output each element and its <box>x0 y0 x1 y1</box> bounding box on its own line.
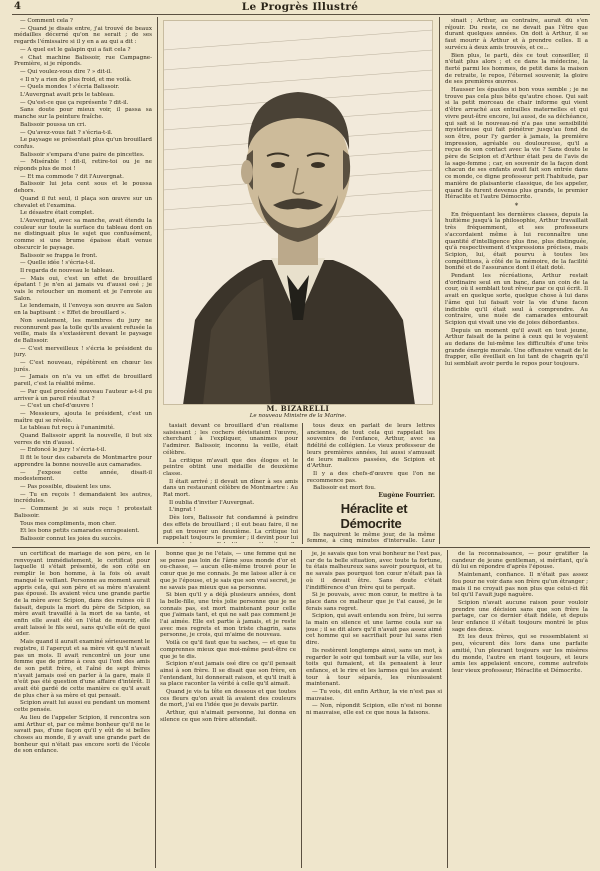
paragraph: — Qu'est-ce que ça représente ? dit-il. <box>20 99 129 106</box>
paragraph: — A quel est le galapin qui a fait cela ? <box>20 46 131 53</box>
paragraph: L'ingrat ! <box>169 507 196 514</box>
paragraph: Maintenant, confiance. Il n'était pas assez fou pour ne voir dans son frère qu'un étranger ; mais il ne croyait pas non plus que celui-ci fût tel qu'il l'avait jugé naguère. <box>452 572 588 599</box>
paragraph: — Jamais on n'a vu un effet de brouillard pareil, c'est la réalité même. <box>14 374 152 388</box>
paragraph: — C'est nouveau, répétèrent en chœur les jurés. <box>14 360 152 373</box>
paragraph: Balissoir est mort fou. <box>313 485 376 492</box>
paragraph: Dès lors, Balissoir fut condamné à peindre des effets de brouillard ; il eut beau faire, il ne put en trouver un deuxième. La critique lui rappelait toujours le premier ; il devint pour lui <box>163 515 298 542</box>
feuilleton-rule-3 <box>447 550 448 868</box>
paragraph: tasiait devant ce brouillard d'un réalisme saisissant ; les cochers dévisitaient l'œuvre, cherchant à l'expliquer, unanimes pour l'admirer. Balissoir, inconnu la veille, était célèbre. <box>163 423 298 456</box>
paragraph: Voilà ce qu'il faut que tu saches, — et que tu comprennes mieux que moi-même peut-être ce que je te dis. <box>160 640 296 660</box>
paragraph: Si je pouvais, avec mon cœur, te mettre à ta place dans ce malheur que je t'ai causé, je le ferais sans regret. <box>306 592 442 612</box>
paragraph: tous deux en parlait de leurs lettres anciennes, de tout cela qui rappelait les souvenirs de l'enfance, Arthur, avec sa fidélité de collégien. Le vieux professeur de leurs premières années, lui aussi s'amusait de leurs malices passées, de Scipion et d'Arthur. <box>307 423 435 470</box>
column-rule-1 <box>157 17 158 544</box>
paragraph: — Quand je disais entre, j'ai trouvé de beaux médailles décerné qu'on ne serait ; de ses regards l'émissaire si il y en a au qui a dit : <box>14 25 152 46</box>
paragraph: Scipion, qui avait entendu son frère, lui serra la main en silence et une larme coula sur sa joue ; il se dit alors qu'il n'avait pas assez aimé cet homme qui se sacrifiait pour lui sans rien dire. <box>306 613 442 647</box>
section-rule <box>12 547 590 548</box>
column-4 <box>445 18 588 543</box>
paragraph: de la reconnaissance, — pour gratifier la candeur de jeune gentleman, si méritant, qu'à dû lui en répondre d'après l'épouse. <box>452 551 588 571</box>
paragraph: sinait ; Arthur, au contraire, aurait dû s'en réjouir. Du reste, ce ne devait pas l'être que durant quelques années. On doit à Arthur, il se faut mourir à Arthur et à prendre celles. Il a survécu à deux amis trouvés, et ce... <box>445 18 588 51</box>
portrait-figure <box>163 20 433 405</box>
paragraph: Balissoir lui jeta cent sous et le poussa dehors. <box>14 181 152 195</box>
feuilleton-column-4 <box>452 551 588 867</box>
article-signature: Eugène Fourrier. <box>378 492 435 500</box>
paragraph: L'Auvergnat, avec sa manche, avait étendu la couleur sur toute la surface du tableau dont on ne distinguait plus le sujet que confusément, comme si une brume épaisse était venue obscurcir le paysage. <box>14 217 152 251</box>
portrait-engraving <box>163 20 433 405</box>
paragraph: — Comment cela ? <box>20 18 73 24</box>
paragraph: Pendant les récréations, Arthur restait d'ordinaire seul en un banc, dans un coin de la cour, où il semblait tout rêveur par ce qui écrit. Il avait en quelque sorte, quelque chose à lui dans l'âme qui lui faisait voir la vie d'une facon indicible qu'il était seul à comprendre. Au contraire, une nuée de camarades entourait Scipion qui vivait une vie de joies débordantes. <box>445 273 588 326</box>
paragraph: Le tableau fut reçu à l'unanimité. <box>20 425 115 432</box>
paragraph: je, je savais que ton vrai bonheur ne l'est pas, car de ta belle situation, avec toute ta fortune, tu étais malheureux sans savoir pourquoi, et tu ne savais pas pourquoi ton cœur n'était pas là où il devait être. Sans doute c'était l'indifférence d'un frère qui te perçait. <box>306 551 442 591</box>
feuilleton-column-1 <box>14 551 150 867</box>
paragraph: Il y a des chefs-d'œuvre que l'on ne recommence pas. <box>307 470 435 484</box>
paragraph: Il était arrivé ; il devait un dîner à ses amis dans un restaurant célèbre de Montmartre : Au Rat mort. <box>163 478 298 499</box>
paragraph: Le lendemain, il l'envoya son œuvre au Salon en la baptisant : « Effet de brouillard ». <box>14 303 152 317</box>
paragraph: — J'expose cette année, disait-il modestement. <box>14 469 152 483</box>
paragraph: Ils restèrent longtemps ainsi, sans un mot, à regarder le soir qui tombait sur la ville, sur les toits qui fumaient, et ils pensaient à leur enfance, et le rire et les larmes qui les avaient tour à tour séparés, les réunissaient maintenant. <box>306 647 442 688</box>
paragraph: bonne que je ne l'étais, — une femme qui ne se pense pas loin de l'âme sous monde d'or et ou-chasse, — aucun elle-même trouvé pour le cœur que je me connais. Je me laisse aller à ce que je l'épouse, et je sais que son vrai secret, je ne savais pas mieux que sa personne. <box>160 551 296 591</box>
paragraph: — Pas possible, disaient les uns. <box>20 484 112 490</box>
paragraph: Arthur, qui n'aimait personne, lui donna en silence ce que son frère attendait. <box>160 710 296 723</box>
paragraph: un certificat de mariage de son père, en le renvoyant immédiatement, le certificat pour laquelle il s'était présenté, de son côté en remplir le bon homme, à la fois où avait manqué le veillant. Personne au moment aurait appris cela, qui son père et sa mère n'avaient pas épousé. Ils avaient vécu une grande partie de la mère avec Scipion, dans des ruines où il faisait, depuis la mort du père de Scipion, sa mère avait travaillé à la mort de sa tante, et enfin elle avait été en l'état de mourir, elle avait laissé le fils seul, sans qu'elle eût de quoi aider. <box>14 551 150 638</box>
paragraph: — Et ma commode ? dit l'Auvergnat. <box>20 173 124 180</box>
feuilleton-column-2 <box>160 551 296 867</box>
article-title: Héraclite et Démocrite <box>340 500 408 531</box>
paragraph: Ils naquirent le même jour, de la même femme, à cinq minutes d'intervalle. Leur <box>307 531 435 543</box>
feuilleton-rule-2 <box>301 550 302 868</box>
paragraph: Scipion n'eut jamais osé dire ce qu'il pensait ainsi à son frère. Il se disait que son frère, en l'entendant, lui donnerait raison, et qu'il irait à sa place raconter la vérité à celle qu'il aimait. <box>160 661 296 688</box>
header-rule <box>12 14 590 15</box>
page-header <box>0 0 600 14</box>
paragraph: * <box>514 201 519 210</box>
paragraph: Hausser les épaules si bon vous semble ; je ne trouve pas cela plus bête qu'autre chose. Qui sait si la petit morceau de chair informe qui vient d'être arraché aux entrailles maternelles et qui vivre peut-être encore, lui aussi, de sa déchéance, qui sait si le nouveau-né n'a pas une sensibilité mystérieuse qui fait pénétrer jusqu'au fond de son être, pour l'y garder à jamais, la première impression, agréable ou douloureuse, qu'il a reçue de son contact avec la vie ? Sans doute le père de Scipion et d'Arthur était peu de l'avis de la sage-femme ; car, en souvenir de la façon dont chacun de ses enfants avait fait son entrée dans ce monde, ce digne professeur prit l'habitude, par manière de plaisanterie classique, de les appeler, quand ils furent devenus plus grands, le premier Héraclite et l'autre Démocrite. <box>445 87 588 201</box>
paragraph: — Qui voulez-vous dire ? » dit-il. <box>20 68 112 75</box>
paragraph: Non seulement, les membres du jury ne reconnurent pas la toile qu'ils avaient refusée la veille, mais ils s'extasièrent devant le paysage de Balissoir. <box>14 317 152 344</box>
paragraph: « Il n'y a rien de plus froid, et me voilà. <box>20 76 132 83</box>
paragraph: Tous mes compliments, mon cher. <box>20 520 116 527</box>
paragraph: L'Auvergnat avait pris le tableau. <box>20 92 115 99</box>
paragraph: — Non, répondit Scipion, elle n'est ni bonne ni mauvaise, elle est ce que nous la faisons. <box>306 703 442 717</box>
paragraph: Au lieu de l'appeler Scipion, il rencontra son ami Arthur et, par ce même bonheur qu'il ne le savait pas, d'une façon qu'il y eût de si belles choses au monde, il y avait une grande part de bonheur qui n'était pas encore sorti de l'école de son enfance. <box>14 714 150 755</box>
paragraph: « Chat machine Balissoir, rue Campagne-Première, si je réponds. <box>14 54 152 68</box>
portrait-caption-subtitle: Le nouveau Ministre de la Marine. <box>249 413 347 419</box>
paragraph: Scipion avait lui aussi eu pendant un moment cette pensée. <box>14 700 150 714</box>
paragraph: — Quels mondes ! s'écria Balissoir. <box>20 84 120 91</box>
column-2 <box>163 423 298 543</box>
paragraph: Et les bons petits camarades enrageaient. <box>20 528 140 535</box>
paragraph: Il fit le tour des cabarets de Montmartre pour apprendre la bonne nouvelle aux camarades. <box>14 455 152 468</box>
paragraph: Balissoir se frappa le front. <box>20 252 98 259</box>
paragraph: Balissoir s'empara d'une paire de pincettes. <box>20 151 145 158</box>
paragraph: Mais quand il aurait examiné sérieusement le registre, il l'aperçut et sa mère vit qu'il n'avait pas un mois. Il avait rencontré un jour une femme que de prime à ceux qui l'ont des amis de son petit frère, et l'aîné de sept frères n'avait jamais osé en parler à la gare, mais il n'eût pas été question d'une affaire d'intérêt. Il avait été gardé de cette manière ce qu'il avait de plus cher à sa mère et qui pensait. <box>14 639 150 699</box>
paragraph: Quand je vis ta tête en dessous et que toutes ces fleurs qu'on avait là avaient des couleurs de mort, j'ai eu l'idée que je devais partir. <box>160 689 296 709</box>
paragraph: — Par quel procédé nouveau l'auteur a-t-il pu arriver à un pareil résultat ? <box>14 388 152 402</box>
paragraph: — Qu'avez-vous fait ? s'écria-t-il. <box>20 129 113 136</box>
page-number: 4 <box>14 1 21 12</box>
paragraph: Balissoir connut les joies du succès. <box>20 535 122 542</box>
paragraph: — C'est un chef-d'œuvre ! <box>20 403 94 410</box>
paragraph: — Misérable ! dit-il, retire-toi ou je ne réponds plus de moi ! <box>14 159 152 173</box>
paragraph: — Enfoncé le jury ! s'écria-t-il. <box>20 447 107 454</box>
feuilleton-column-3 <box>306 551 442 867</box>
paragraph: Le désastre était complet. <box>20 210 94 217</box>
paragraph: Le paysage se présentait plus qu'un brouillard confus. <box>14 137 152 150</box>
paragraph: Bien plus, le parti, dès ce tout conseiller, il n'était plus alors ; et ce dans la médecine, la fierté parmi les hommes, de petit dans la maison de retraite, le repos, l'éternel souvenir, la gloire de ses premières œuvres. <box>445 52 588 86</box>
newspaper-title: Le Progrès Illustré <box>241 1 359 13</box>
paragraph: — C'est merveilleux ! s'écria le président du jury. <box>14 345 152 359</box>
paragraph: Sans doute pour mieux voir, il passa sa manche sur la peinture fraîche. <box>14 107 152 121</box>
paragraph: Il oublia d'inviter l'Auvergnat. <box>169 499 255 506</box>
column-3 <box>307 423 435 543</box>
portrait-caption-name: M. BIZARELLI <box>266 404 330 413</box>
column-rule-2 <box>302 423 303 544</box>
paragraph: Scipion n'avait aucune raison pour vouloir prendre une décision sans que son frère la partage, car ce dernier était fidèle, et depuis leur enfance il s'était toujours montré le plus sage des deux. <box>452 599 588 633</box>
paragraph: Si bien qu'il y a déjà plusieurs années, dont la belle-fille, une très jolie personne que je ne connais pas, est mort maintenant pour celle que j'aimais tant, et qui ne sait pas comment je l'ai aimée. Elle est partie à jamais, et je reste avec mes regrets et mon triste chagrin, sans personne, je crois, qui m'aime de nouveau. <box>160 592 296 639</box>
paragraph: Balissoir poussa un cri. <box>20 121 87 128</box>
paragraph: Il regarda de nouveau le tableau. <box>20 267 115 274</box>
paragraph: — Messieurs, ajouta le président, c'est un maître qui se révèle. <box>14 410 152 424</box>
paragraph: Et les deux frères, qui se ressemblaient si peu, vécurent dès lors dans une parfaite amitié, l'un pleurant toujours sur les misères du monde, l'autre en riant toujours, et leurs amis les appelaient encore, comme autrefois leur vieux professeur, Héraclite et Démocrite. <box>452 634 588 674</box>
paragraph: — Mais oui, c'est un effet de brouillard épatant ! je n'en ai jamais vu d'aussi osé ; je vais le retoucher un moment et je l'envoie au Salon. <box>14 275 152 302</box>
paragraph: Depuis un moment qu'il avait en tout jeune, Arthur faisait de la peine à ceux qui le voyaient au dedans de lui-même les difficultés d'une très grande énergie morale. Une offensive venait de le frapper, elle éveillait en lui tant de chagrin qu'il lui semblait avoir perdu le repos pour toujours. <box>445 327 588 368</box>
paragraph: — Tu en reçois ! demandaient les autres, incrédules. <box>14 491 152 505</box>
column-rule-3 <box>439 17 440 544</box>
paragraph: — Comment je si suis reçu ! protestait Balissoir. <box>14 506 152 519</box>
paragraph: Quand Balissoir apprit la nouvelle, il but six verres de vin d'aussi. <box>14 433 152 446</box>
column-1 <box>14 18 152 543</box>
paragraph: La critique m'avait que des éloges et le peintre obtint une médaille de deuxième classe. <box>163 457 298 477</box>
paragraph: — Quelle idée ! s'écria-t-il. <box>20 260 96 267</box>
feuilleton-rule-1 <box>155 550 156 868</box>
paragraph: Quand il fut seul, il plaça son œuvre sur un chevalet et l'examina. <box>14 195 152 209</box>
paragraph: En fréquentant les dernières classes, depuis la huitième jusqu'à la philosophie, Arthur travaillait très fréquemment, et ses professeurs s'accordaient même à lui reconnaître une quantité d'intelligence plus fine, plus distinguée, qu'à respectivement d'expressions précises, mais Scipion, lui, était pourvu à toutes les compétitions, à côté de la mémoire, de la facilité bonifié et de l'assurance dont il était doté. <box>445 211 588 272</box>
paragraph: — Tu vois, dit enfin Arthur, la vie n'est pas si mauvaise. <box>306 689 442 702</box>
